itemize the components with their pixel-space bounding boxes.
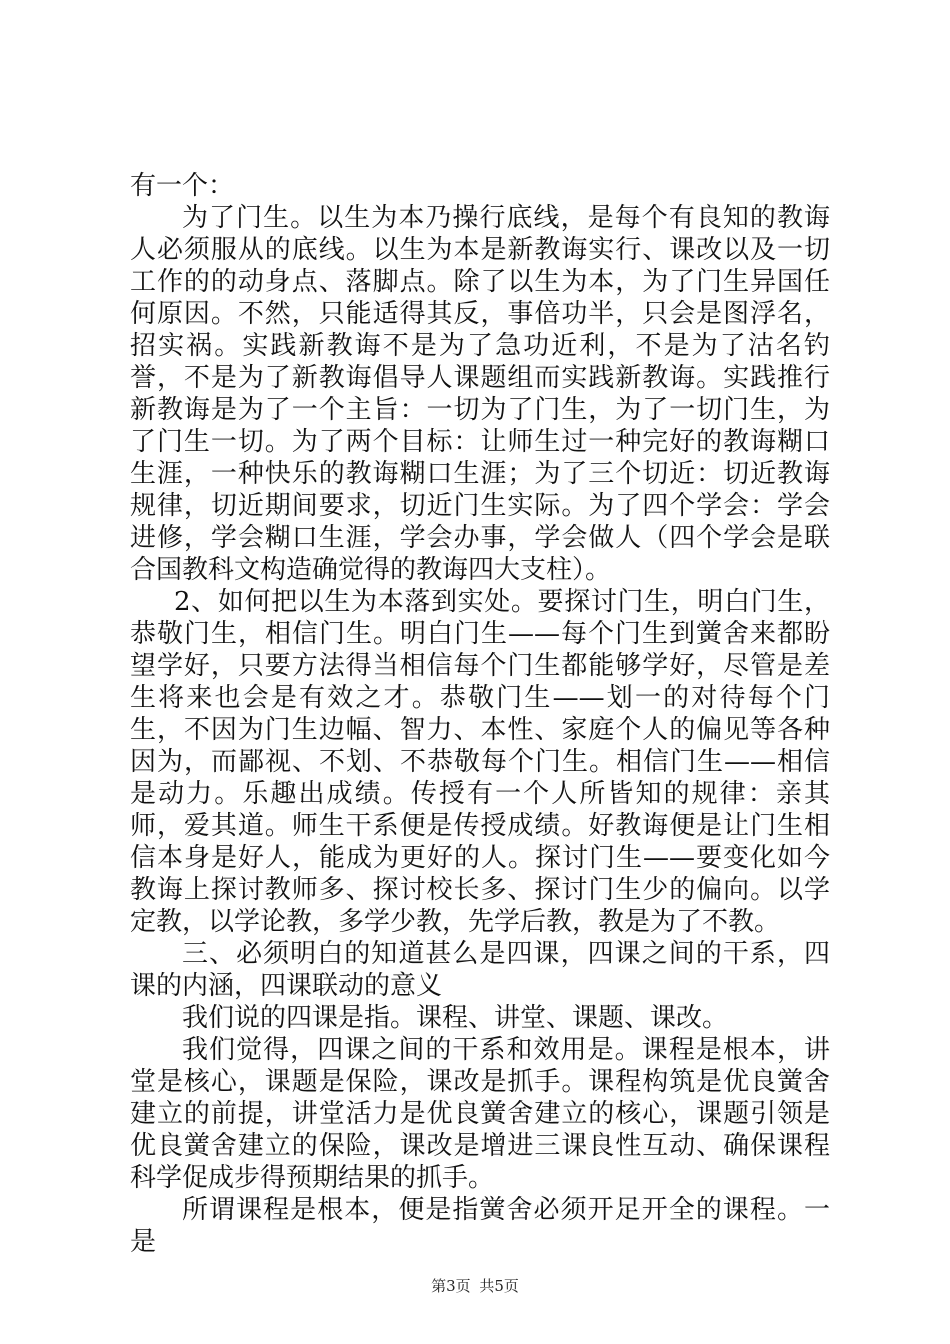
- paragraph: 为了门生。以生为本乃操行底线，是每个有良知的教诲人必须服从的底线。以生为本是新教诲实行、课改以及一切工作的的动身点、落脚点。除了以生为本，为了门生异国任何原因。不然，只能适得其反，事倍功半，只会是图浮名，招实祸。实践新教诲不是为了急功近利，不是为了沽名钓誉，不是为了新教诲倡导人课题组而实践新教诲。实践推行新教诲是为了一个主旨：一切为了门生，为了一切门生，为了门生一切。为了两个目标：让师生过一种完好的教诲糊口生涯，一种快乐的教诲糊口生涯；为了三个切近：切近教诲规律，切近期间要求，切近门生实际。为了四个学会：学会进修，学会糊口生涯，学会办事，学会做人（四个学会是联合国教科文构造确觉得的教诲四大支柱）。: [130, 203, 830, 585]
- page-number: 第3页: [431, 1277, 471, 1295]
- paragraph: 三、必须明白的知道甚么是四课，四课之间的干系，四课的内涵，四课联动的意义: [130, 939, 830, 1001]
- paragraph: 有一个：: [130, 171, 235, 201]
- paragraph: 所谓课程是根本，便是指黉舍必须开足开全的课程。一是: [130, 1195, 830, 1257]
- paragraph: 2、如何把以生为本落到实处。要探讨门生，明白门生，恭敬门生，相信门生。明白门生——每个门生到黉舍来都盼望学好，只要方法得当相信每个门生都能够学好，尽管是差生将来也会是有效之才。恭敬门生——划一的对待每个门生，不因为门生边幅、智力、本性、家庭个人的偏见等各种因为，而鄙视、不划、不恭敬每个门生。相信门生——相信是动力。乐趣出成绩。传授有一个人所皆知的规律：亲其师，爱其道。师生干系便是传授成绩。好教诲便是让门生相信本身是好人，能成为更好的人。探讨门生——要变化如今教诲上探讨教师多、探讨校长多、探讨门生少的偏向。以学定教，以学论教，多学少教，先学后教，教是为了不教。: [130, 587, 830, 937]
- document-body: [130, 170, 830, 1258]
- paragraph: 我们觉得，四课之间的干系和效用是。课程是根本，讲堂是核心，课题是保险，课改是抓手。课程构筑是优良黉舍建立的前提，讲堂活力是优良黉舍建立的核心，课题引领是优良黉舍建立的保险，课改是增进三课良性互动、确保课程科学促成步得预期结果的抓手。: [130, 1035, 830, 1193]
- paragraph: 我们说的四课是指。课程、讲堂、课题、课改。: [182, 1003, 729, 1033]
- page-footer: [0, 1275, 950, 1296]
- page-total: 共5页: [479, 1277, 519, 1295]
